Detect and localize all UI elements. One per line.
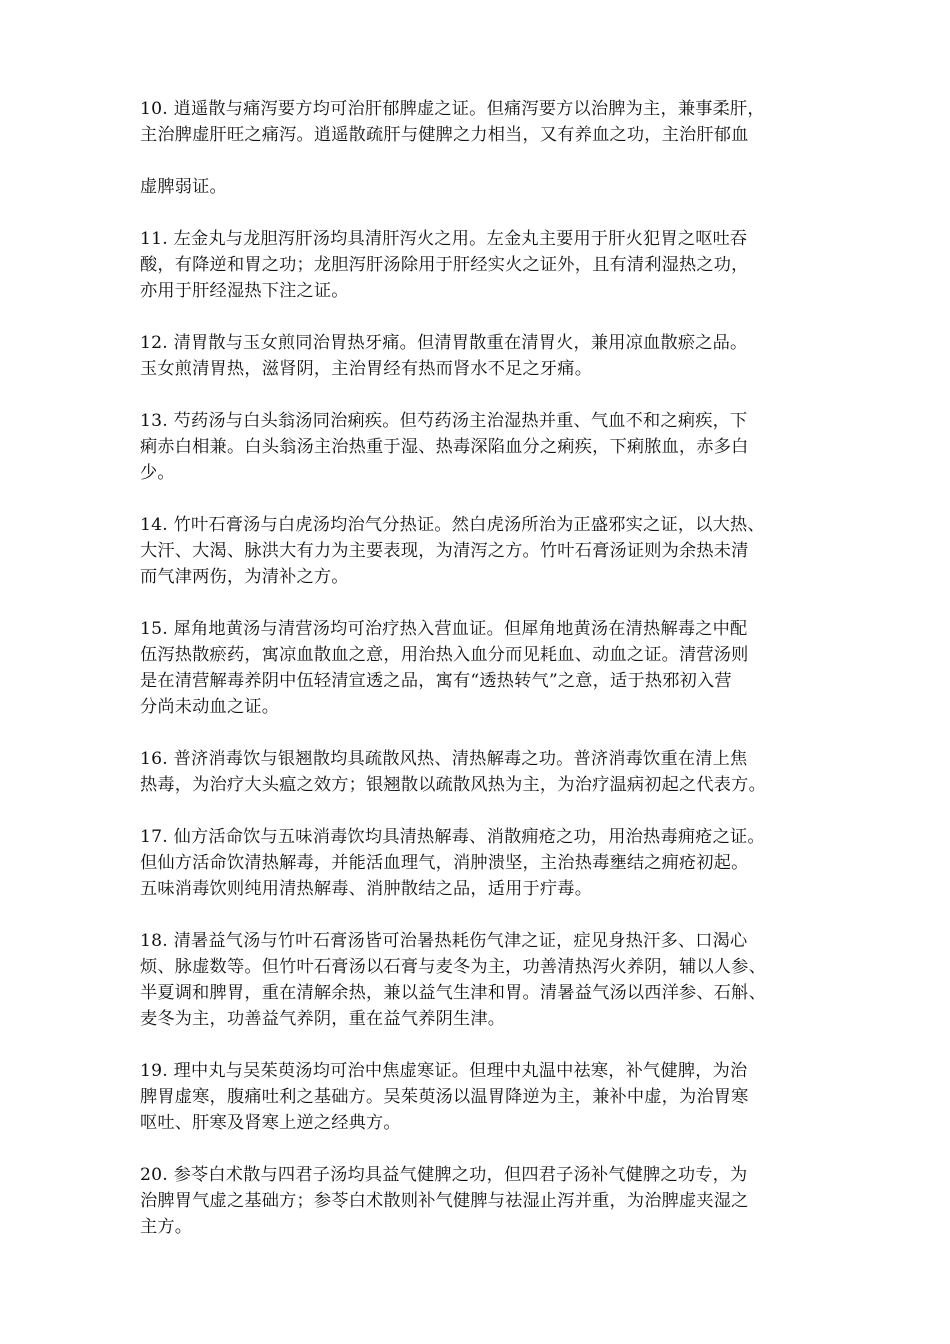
text-line: 脾胃虚寒，腹痛吐利之基础方。吴茱萸汤以温胃降逆为主，兼补中虚，为治胃寒	[140, 1087, 749, 1107]
paragraph-13	[140, 408, 820, 486]
paragraph-20	[140, 1162, 820, 1240]
text-line: 少。	[140, 463, 175, 483]
text-line: 伍泻热散瘀药，寓凉血散血之意，用治热入血分而见耗血、动血之证。清营汤则	[140, 645, 749, 665]
text-line: 主治脾虚肝旺之痛泻。逍遥散疏肝与健脾之力相当，又有养血之功，主治肝郁血	[140, 125, 749, 145]
text-line: 酸，有降逆和胃之功；龙胆泻肝汤除用于肝经实火之证外，且有清利湿热之功，	[140, 255, 749, 275]
text-line: 大汗、大渴、脉洪大有力为主要表现，为清泻之方。竹叶石膏汤证则为余热未清	[140, 541, 749, 561]
paragraph-12	[140, 330, 820, 382]
text-line: 痢赤白相兼。白头翁汤主治热重于湿、热毒深陷血分之痢疾，下痢脓血，赤多白	[140, 437, 749, 457]
document-body	[140, 96, 820, 1266]
text-line: 13. 芍药汤与白头翁汤同治痢疾。但芍药汤主治湿热并重、气血不和之痢疾，下	[140, 411, 748, 431]
text-line: 但仙方活命饮清热解毒，并能活血理气，消肿溃坚，主治热毒壅结之痈疮初起。	[140, 853, 749, 873]
paragraph-11	[140, 226, 820, 304]
paragraph-15	[140, 616, 820, 720]
text-line: 而气津两伤，为清补之方。	[140, 567, 349, 587]
text-line: 半夏调和脾胃，重在清解余热，兼以益气生津和胃。清暑益气汤以西洋参、石斛、	[140, 983, 766, 1003]
paragraph-16	[140, 746, 820, 798]
text-line: 11. 左金丸与龙胆泻肝汤均具清肝泻火之用。左金丸主要用于肝火犯胃之呕吐吞	[140, 229, 748, 249]
text-line: 主方。	[140, 1217, 193, 1237]
text-line: 虚脾弱证。	[140, 177, 227, 197]
text-line: 玉女煎清胃热，滋肾阴，主治胃经有热而肾水不足之牙痛。	[140, 359, 593, 379]
paragraph-14	[140, 512, 820, 590]
text-line: 15. 犀角地黄汤与清营汤均可治疗热入营血证。但犀角地黄汤在清热解毒之中配	[140, 619, 748, 639]
text-line: 五味消毒饮则纯用清热解毒、消肿散结之品，适用于疔毒。	[140, 879, 593, 899]
text-line: 19. 理中丸与吴茱萸汤均可治中焦虚寒证。但理中丸温中祛寒，补气健脾，为治	[140, 1061, 748, 1081]
paragraph-10	[140, 96, 820, 200]
text-line: 18. 清暑益气汤与竹叶石膏汤皆可治暑热耗伤气津之证，症见身热汗多、口渴心	[140, 931, 748, 951]
text-line: 治脾胃气虚之基础方；参苓白术散则补气健脾与祛湿止泻并重，为治脾虚夹湿之	[140, 1191, 749, 1211]
paragraph-17	[140, 824, 820, 902]
text-line: 16. 普济消毒饮与银翘散均具疏散风热、清热解毒之功。普济消毒饮重在清上焦	[140, 749, 748, 769]
text-line: 亦用于肝经湿热下注之证。	[140, 281, 349, 301]
text-line: 是在清营解毒养阴中伍轻清宣透之品，寓有“透热转气”之意，适于热邪初入营	[140, 671, 732, 691]
paragraph-18	[140, 928, 820, 1032]
text-line: 14. 竹叶石膏汤与白虎汤均治气分热证。然白虎汤所治为正盛邪实之证，以大热、	[140, 515, 765, 535]
text-line: 12. 清胃散与玉女煎同治胃热牙痛。但清胃散重在清胃火，兼用凉血散瘀之品。	[140, 333, 748, 353]
text-line: 热毒，为治疗大头瘟之效方；银翘散以疏散风热为主，为治疗温病初起之代表方。	[140, 775, 766, 795]
text-line: 分尚未动血之证。	[140, 697, 280, 717]
text-line: 20. 参苓白术散与四君子汤均具益气健脾之功，但四君子汤补气健脾之功专，为	[140, 1165, 748, 1185]
text-line: 10. 逍遥散与痛泻要方均可治肝郁脾虚之证。但痛泻要方以治脾为主，兼事柔肝，	[140, 99, 765, 119]
text-line: 呕吐、肝寒及肾寒上逆之经典方。	[140, 1113, 401, 1133]
text-line: 麦冬为主，功善益气养阴，重在益气养阴生津。	[140, 1009, 506, 1029]
paragraph-19	[140, 1058, 820, 1136]
text-line: 17. 仙方活命饮与五味消毒饮均具清热解毒、消散痈疮之功，用治热毒痈疮之证。	[140, 827, 765, 847]
text-line: 烦、脉虚数等。但竹叶石膏汤以石膏与麦冬为主，功善清热泻火养阴，辅以人参、	[140, 957, 766, 977]
